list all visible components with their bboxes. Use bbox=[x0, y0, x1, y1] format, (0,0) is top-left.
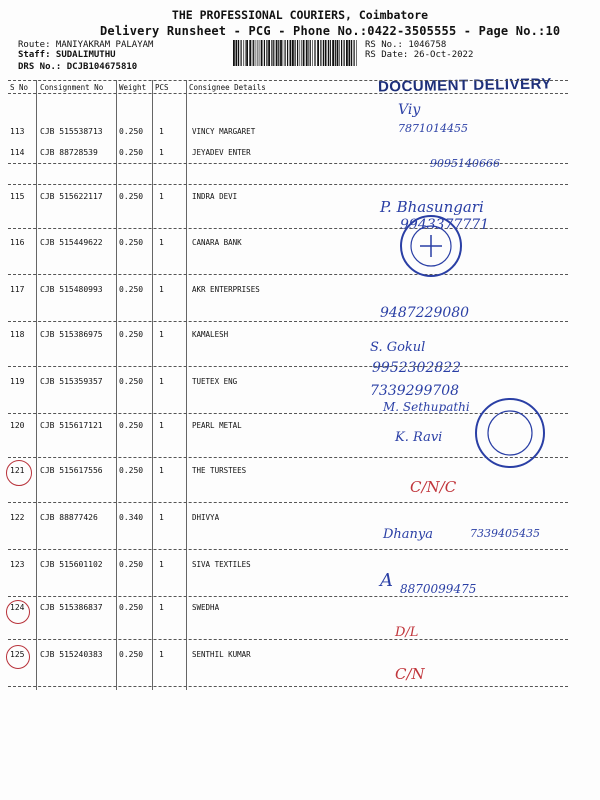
row-pcs: 1 bbox=[159, 421, 164, 430]
row-consignment-number: CJB 515601102 bbox=[40, 560, 103, 569]
row-pcs: 1 bbox=[159, 238, 164, 247]
barcode-bar bbox=[346, 40, 348, 66]
col-divider bbox=[36, 80, 37, 690]
row-consignment-number: CJB 88877426 bbox=[40, 513, 98, 522]
barcode-bar bbox=[241, 40, 242, 66]
row-pcs: 1 bbox=[159, 560, 164, 569]
row-consignment-number: CJB 515480993 bbox=[40, 285, 103, 294]
row-weight: 0.250 bbox=[119, 466, 144, 475]
row-serial-number: 119 bbox=[10, 377, 25, 386]
handwritten-note: 7871014455 bbox=[398, 122, 468, 135]
barcode-bar bbox=[328, 40, 329, 66]
barcode-bar bbox=[264, 40, 265, 66]
barcode-bar bbox=[351, 40, 352, 66]
red-circle-mark bbox=[6, 600, 30, 624]
handwritten-note: S. Gokul bbox=[370, 340, 426, 355]
row-weight: 0.250 bbox=[119, 192, 144, 201]
row-weight: 0.250 bbox=[119, 285, 144, 294]
barcode-bar bbox=[236, 40, 238, 66]
row-divider bbox=[8, 596, 568, 597]
col-divider bbox=[186, 80, 187, 690]
handwritten-note: Viy bbox=[398, 102, 421, 118]
row-consignment-number: CJB 515538713 bbox=[40, 127, 103, 136]
row-serial-number: 123 bbox=[10, 560, 25, 569]
handwritten-note: D/L bbox=[395, 625, 419, 640]
row-consignment-number: CJB 88728539 bbox=[40, 148, 98, 157]
row-consignee-name: VINCY MARGARET bbox=[192, 127, 256, 136]
col-header-consignee: Consignee Details bbox=[189, 83, 266, 92]
row-consignee-name: CANARA BANK bbox=[192, 238, 242, 247]
row-pcs: 1 bbox=[159, 148, 164, 157]
barcode-bar bbox=[323, 40, 324, 66]
col-divider bbox=[152, 80, 153, 690]
barcode-bar bbox=[258, 40, 259, 66]
row-divider bbox=[8, 228, 568, 229]
rs-number: RS No.: 1046758 bbox=[365, 40, 447, 50]
row-consignee-name: PEARL METAL bbox=[192, 421, 242, 430]
barcode-bar bbox=[337, 40, 339, 66]
row-serial-number: 117 bbox=[10, 285, 25, 294]
row-weight: 0.250 bbox=[119, 238, 144, 247]
row-pcs: 1 bbox=[159, 285, 164, 294]
col-header-sno: S No bbox=[10, 83, 29, 92]
barcode-bar bbox=[314, 40, 315, 66]
table-top-rule bbox=[8, 80, 568, 81]
row-weight: 0.250 bbox=[119, 127, 144, 136]
row-serial-number: 118 bbox=[10, 330, 25, 339]
barcode-bar bbox=[303, 40, 305, 66]
row-consignment-number: CJB 515386837 bbox=[40, 603, 103, 612]
barcode-bar bbox=[330, 40, 331, 66]
runsheet-title: Delivery Runsheet - PCG - Phone No.:0422-3505555 - Page No.:10 bbox=[100, 24, 561, 38]
row-serial-number: 122 bbox=[10, 513, 25, 522]
row-divider bbox=[8, 184, 568, 185]
barcode-bar bbox=[253, 40, 254, 66]
col-divider bbox=[116, 80, 117, 690]
barcode-bar bbox=[315, 40, 316, 66]
row-serial-number: 115 bbox=[10, 192, 25, 201]
bank-seal-stamp bbox=[398, 213, 464, 279]
barcode-bar bbox=[249, 40, 251, 66]
row-serial-number: 121 bbox=[10, 466, 25, 475]
handwritten-note: 8870099475 bbox=[400, 582, 477, 596]
row-divider bbox=[8, 639, 568, 640]
row-consignee-name: JEYADEV ENTER bbox=[192, 148, 251, 157]
barcode-bar bbox=[290, 40, 292, 66]
handwritten-note: 9952302822 bbox=[372, 360, 462, 376]
handwritten-note: 9487229080 bbox=[380, 305, 470, 321]
company-title: THE PROFESSIONAL COURIERS, Coimbatore bbox=[171, 8, 429, 22]
row-consignee-name: SIVA TEXTILES bbox=[192, 560, 251, 569]
route-label: Route: MANIYAKRAM PALAYAM bbox=[18, 40, 154, 50]
row-consignee-name: SWEDHA bbox=[192, 603, 220, 612]
red-circle-mark bbox=[6, 460, 32, 486]
row-serial-number: 120 bbox=[10, 421, 25, 430]
barcode-bar bbox=[280, 40, 282, 66]
handwritten-note: 9943377771 bbox=[400, 217, 490, 233]
drs-number: DRS No.: DCJB104675810 bbox=[18, 62, 138, 72]
row-divider bbox=[8, 366, 568, 367]
row-divider bbox=[8, 502, 568, 503]
row-serial-number: 113 bbox=[10, 127, 25, 136]
document-delivery-stamp: DOCUMENT DELIVERY bbox=[377, 75, 552, 96]
barcode-bar bbox=[266, 40, 267, 66]
handwritten-note: 7339405435 bbox=[470, 527, 540, 540]
barcode-bar bbox=[252, 40, 253, 66]
barcode-bar bbox=[297, 40, 298, 66]
barcode-bar bbox=[341, 40, 342, 66]
barcode-bar bbox=[287, 40, 288, 66]
barcode-bar bbox=[246, 40, 248, 66]
barcode-bar bbox=[243, 40, 244, 66]
barcode-bar bbox=[339, 40, 340, 66]
row-serial-number: 125 bbox=[10, 650, 25, 659]
handwritten-note: C/N/C bbox=[410, 478, 457, 496]
barcode-bar bbox=[233, 40, 235, 66]
barcode-bar bbox=[320, 40, 321, 66]
barcode-bar bbox=[325, 40, 327, 66]
row-consignee-name: AKR ENTERPRISES bbox=[192, 285, 260, 294]
barcode-bar bbox=[245, 40, 246, 66]
barcode-bar bbox=[271, 40, 272, 66]
row-weight: 0.340 bbox=[119, 513, 144, 522]
row-weight: 0.250 bbox=[119, 603, 144, 612]
row-consignee-name: TUETEX ENG bbox=[192, 377, 238, 386]
barcode-bar bbox=[332, 40, 334, 66]
barcode-bar bbox=[278, 40, 279, 66]
barcode-bar bbox=[276, 40, 278, 66]
barcode-bar bbox=[283, 40, 284, 66]
handwritten-note: 9095140666 bbox=[430, 157, 500, 170]
row-weight: 0.250 bbox=[119, 421, 144, 430]
handwritten-note: K. Ravi bbox=[395, 430, 443, 445]
barcode-bar bbox=[356, 40, 357, 66]
row-divider bbox=[8, 686, 568, 687]
row-pcs: 1 bbox=[159, 466, 164, 475]
handwritten-note: M. Sethupathi bbox=[383, 400, 470, 414]
barcode-bar bbox=[273, 40, 274, 66]
row-consignee-name: INDRA DEVI bbox=[192, 192, 238, 201]
col-header-consignment: Consignment No bbox=[40, 83, 104, 92]
row-pcs: 1 bbox=[159, 330, 164, 339]
row-consignment-number: CJB 515386975 bbox=[40, 330, 103, 339]
row-consignee-name: SENTHIL KUMAR bbox=[192, 650, 251, 659]
row-pcs: 1 bbox=[159, 377, 164, 386]
col-header-weight: Weight bbox=[119, 83, 147, 92]
handwritten-note: 7339299708 bbox=[370, 383, 460, 399]
barcode-bar bbox=[301, 40, 302, 66]
handwritten-note: C/N bbox=[395, 665, 425, 683]
col-header-pcs: PCS bbox=[155, 83, 169, 92]
row-weight: 0.250 bbox=[119, 330, 144, 339]
row-weight: 0.250 bbox=[119, 560, 144, 569]
barcode-bar bbox=[292, 40, 294, 66]
barcode-bar bbox=[259, 40, 260, 66]
barcode-bar bbox=[310, 40, 311, 66]
row-pcs: 1 bbox=[159, 513, 164, 522]
barcode-bar bbox=[261, 40, 263, 66]
row-divider bbox=[8, 549, 568, 550]
barcode-bar bbox=[344, 40, 345, 66]
barcode-bar bbox=[308, 40, 309, 66]
barcode-bar bbox=[256, 40, 257, 66]
barcode-bar bbox=[300, 40, 301, 66]
barcode-image bbox=[233, 40, 358, 66]
barcode-bar bbox=[335, 40, 336, 66]
barcode-bar bbox=[349, 40, 351, 66]
handwritten-note: P. Bhasungari bbox=[380, 198, 484, 216]
barcode-bar bbox=[306, 40, 308, 66]
rs-date: RS Date: 26-Oct-2022 bbox=[365, 50, 474, 60]
staff-label: Staff: SUDALIMUTHU bbox=[18, 50, 116, 60]
row-consignment-number: CJB 515359357 bbox=[40, 377, 103, 386]
row-serial-number: 124 bbox=[10, 603, 25, 612]
barcode-bar bbox=[268, 40, 270, 66]
barcode-bar bbox=[295, 40, 296, 66]
row-serial-number: 116 bbox=[10, 238, 25, 247]
barcode-bar bbox=[285, 40, 286, 66]
row-consignee-name: THE TURSTEES bbox=[192, 466, 247, 475]
row-pcs: 1 bbox=[159, 603, 164, 612]
row-consignment-number: CJB 515617121 bbox=[40, 421, 103, 430]
row-consignment-number: CJB 515617556 bbox=[40, 466, 103, 475]
row-consignment-number: CJB 515622117 bbox=[40, 192, 103, 201]
row-pcs: 1 bbox=[159, 192, 164, 201]
handwritten-note: A bbox=[380, 570, 393, 591]
row-serial-number: 114 bbox=[10, 148, 25, 157]
row-divider bbox=[8, 274, 568, 275]
row-consignee-name: KAMALESH bbox=[192, 330, 229, 339]
row-consignment-number: CJB 515240383 bbox=[40, 650, 103, 659]
row-divider bbox=[8, 321, 568, 322]
pearl-metal-seal-stamp bbox=[472, 395, 548, 471]
barcode-bar bbox=[317, 40, 319, 66]
table-header-rule bbox=[8, 93, 568, 94]
row-pcs: 1 bbox=[159, 127, 164, 136]
row-weight: 0.250 bbox=[119, 148, 144, 157]
barcode-bar bbox=[354, 40, 355, 66]
handwritten-note: Dhanya bbox=[383, 527, 434, 542]
red-circle-mark bbox=[6, 645, 30, 669]
row-weight: 0.250 bbox=[119, 650, 144, 659]
barcode-bar bbox=[312, 40, 313, 66]
row-consignment-number: CJB 515449622 bbox=[40, 238, 103, 247]
row-pcs: 1 bbox=[159, 650, 164, 659]
row-consignee-name: DHIVYA bbox=[192, 513, 220, 522]
barcode-bar bbox=[238, 40, 239, 66]
row-weight: 0.250 bbox=[119, 377, 144, 386]
